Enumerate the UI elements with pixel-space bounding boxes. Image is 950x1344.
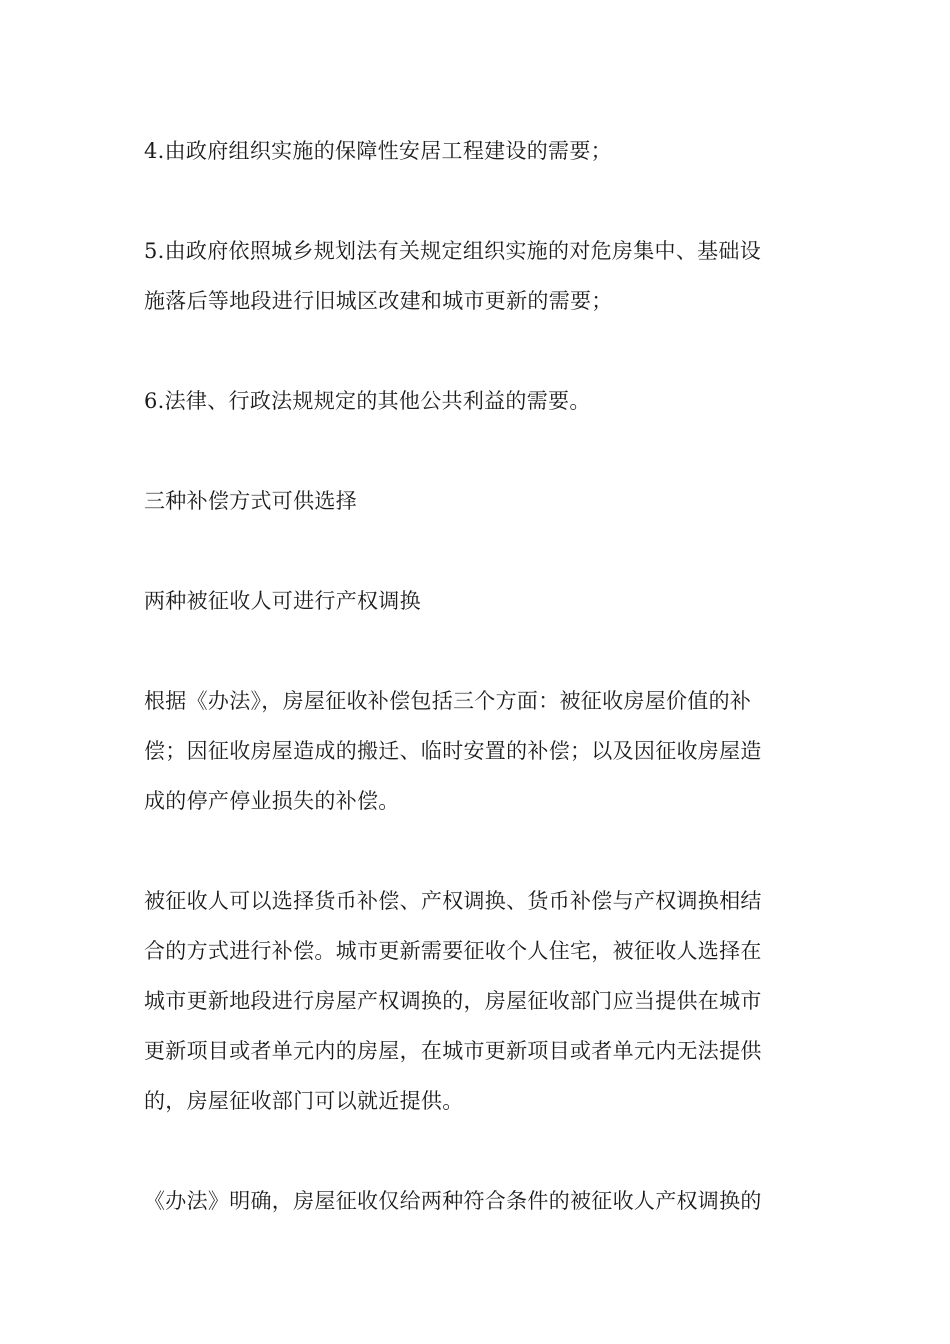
section-heading-property-exchange (144, 576, 808, 626)
text-line: 更新项目或者单元内的房屋，在城市更新项目或者单元内无法提供 (144, 1039, 762, 1063)
text-line: 被征收人可以选择货币补偿、产权调换、货币补偿与产权调换相结 (144, 889, 762, 913)
paragraph-item-5 (144, 226, 808, 326)
paragraph-item-6 (144, 376, 808, 426)
paragraph-item-4 (144, 126, 808, 176)
paragraph-compensation-scope (144, 676, 808, 826)
text-line: 城市更新地段进行房屋产权调换的，房屋征收部门应当提供在城市 (144, 989, 762, 1013)
text-line: 根据《办法》，房屋征收补偿包括三个方面：被征收房屋价值的补 (144, 689, 752, 713)
text-line: 三种补偿方式可供选择 (144, 489, 357, 513)
paragraph-compensation-options (144, 876, 808, 1126)
text-line: 合的方式进行补偿。城市更新需要征收个人住宅，被征收人选择在 (144, 939, 762, 963)
text-line: 《办法》明确，房屋征收仅给两种符合条件的被征收人产权调换的 (144, 1189, 762, 1213)
text-line: 偿；因征收房屋造成的搬迁、临时安置的补偿；以及因征收房屋造 (144, 739, 762, 763)
text-line: 4.由政府组织实施的保障性安居工程建设的需要； (144, 139, 612, 163)
text-line: 6.法律、行政法规规定的其他公共利益的需要。 (144, 389, 591, 413)
text-line: 5.由政府依照城乡规划法有关规定组织实施的对危房集中、基础设 (144, 239, 762, 263)
section-heading-compensation (144, 476, 808, 526)
text-line: 施落后等地段进行旧城区改建和城市更新的需要； (144, 289, 613, 313)
text-line: 两种被征收人可进行产权调换 (144, 589, 421, 613)
text-line: 成的停产停业损失的补偿。 (144, 789, 400, 813)
paragraph-measures-clarification (144, 1176, 808, 1226)
text-line: 的，房屋征收部门可以就近提供。 (144, 1089, 464, 1113)
